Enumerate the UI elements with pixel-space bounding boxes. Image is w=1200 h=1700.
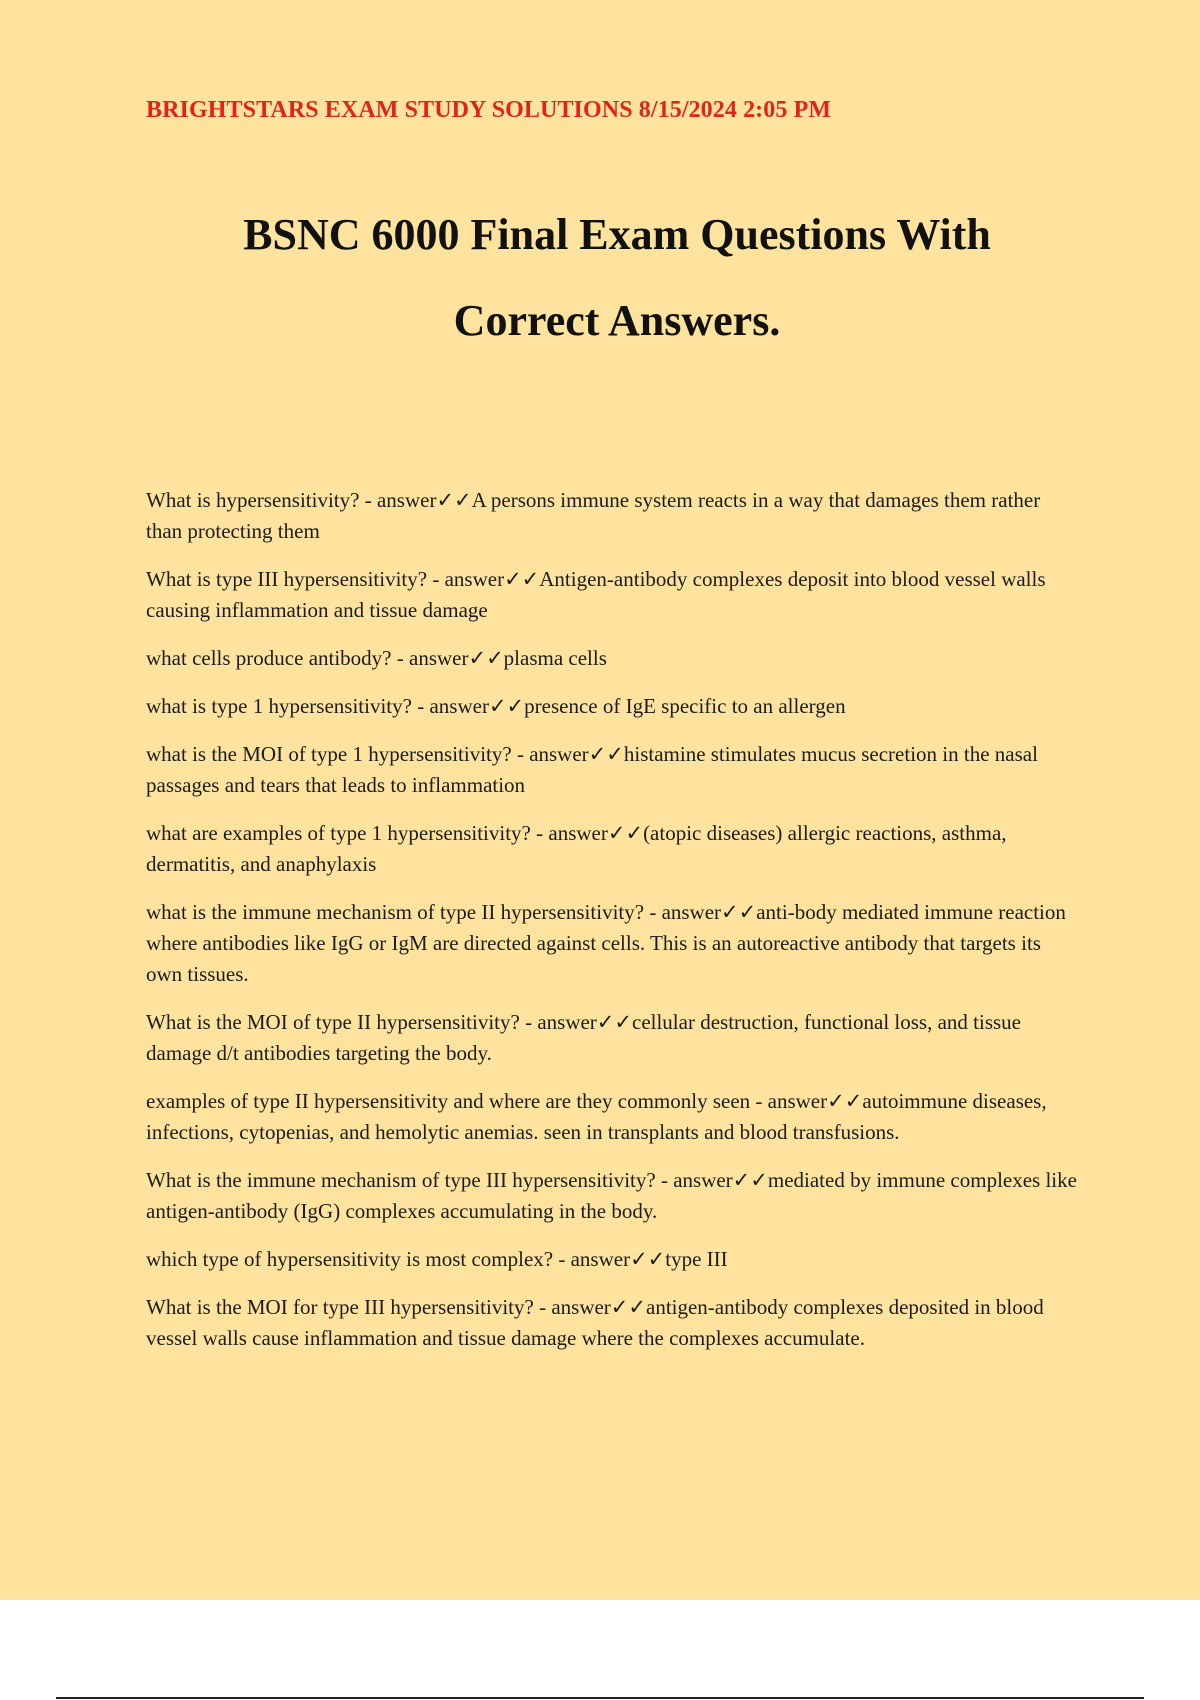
qa-question: What is the MOI of type II hypersensitivity? (146, 1010, 520, 1034)
qa-answer-prefix: answer✓✓ (537, 1010, 632, 1034)
header-stamp: BRIGHTSTARS EXAM STUDY SOLUTIONS 8/15/2024 2:05 PM (146, 97, 832, 123)
qa-answer-prefix: answer✓✓ (548, 821, 644, 845)
qa-item (146, 1165, 1081, 1227)
qa-separator (359, 488, 377, 512)
title-line-2: Correct Answers. (453, 296, 781, 345)
qa-item (146, 739, 1081, 801)
document-title (100, 192, 1134, 364)
qa-answer: A persons immune system reacts in a way that damages them rather than protecting them (146, 488, 1041, 543)
qa-item (146, 485, 1081, 547)
qa-question: What is type III hypersensitivity? (146, 567, 428, 591)
qa-question: what cells produce antibody? (146, 646, 392, 670)
qa-item (146, 1007, 1081, 1069)
qa-question: what are examples of type 1 hypersensitivity? (146, 821, 531, 845)
qa-answer-prefix: answer✓✓ (444, 567, 540, 591)
qa-answer: Antigen-antibody complexes deposit into blood vessel walls causing inflammation and tissue damage (146, 567, 1046, 622)
qa-answer: presence of IgE specific to an allergen (524, 694, 846, 718)
qa-question: what is the immune mechanism of type II hypersensitivity? (146, 900, 645, 924)
footer-divider (56, 1697, 1144, 1699)
qa-separator (520, 1010, 538, 1034)
qa-separator (656, 1168, 674, 1192)
qa-answer: antigen-antibody complexes deposited in blood vessel walls cause inflammation and tissue damage where the complexes accumulate. (146, 1295, 1044, 1350)
qa-separator (750, 1089, 768, 1113)
qa-item (146, 818, 1081, 880)
qa-answer-prefix: answer✓✓ (529, 742, 624, 766)
qa-answer: type III (665, 1247, 728, 1271)
qa-question: What is the immune mechanism of type III hypersensitivity? (146, 1168, 656, 1192)
qa-question: What is the MOI for type III hypersensitivity? (146, 1295, 534, 1319)
qa-separator (644, 900, 662, 924)
qa-answer-prefix: answer✓✓ (661, 900, 757, 924)
qa-answer: cellular destruction, functional loss, and tissue damage d/t antibodies targeting the body. (146, 1010, 1021, 1065)
qa-item (146, 1086, 1081, 1148)
qa-item (146, 1244, 1081, 1275)
qa-answer: mediated by immune complexes like antigen-antibody (IgG) complexes accumulating in the body. (146, 1168, 1077, 1223)
qa-separator (531, 821, 549, 845)
qa-question: which type of hypersensitivity is most complex? (146, 1247, 554, 1271)
qa-answer-prefix: answer✓✓ (570, 1247, 666, 1271)
qa-separator (412, 694, 430, 718)
qa-separator (553, 1247, 571, 1271)
qa-item (146, 691, 1081, 722)
qa-question: what is the MOI of type 1 hypersensitivity? (146, 742, 512, 766)
qa-separator (534, 1295, 552, 1319)
qa-question: What is hypersensitivity? (146, 488, 360, 512)
qa-answer: (atopic diseases) allergic reactions, asthma, dermatitis, and anaphylaxis (146, 821, 1007, 876)
qa-item (146, 564, 1081, 626)
qa-answer-prefix: answer✓✓ (409, 646, 504, 670)
qa-list (146, 485, 1081, 1371)
qa-separator (427, 567, 445, 591)
qa-item (146, 643, 1081, 674)
qa-answer-prefix: answer✓✓ (767, 1089, 863, 1113)
qa-question: examples of type II hypersensitivity and where are they commonly seen (146, 1089, 751, 1113)
title-line-1: BSNC 6000 Final Exam Questions With (243, 210, 991, 259)
qa-question: what is type 1 hypersensitivity? (146, 694, 412, 718)
qa-answer: plasma cells (503, 646, 607, 670)
qa-item (146, 1292, 1081, 1354)
qa-answer-prefix: answer✓✓ (551, 1295, 646, 1319)
qa-separator (392, 646, 410, 670)
qa-answer: histamine stimulates mucus secretion in the nasal passages and tears that leads to inflammation (146, 742, 1038, 797)
qa-answer-prefix: answer✓✓ (429, 694, 525, 718)
qa-item (146, 897, 1081, 990)
qa-answer-prefix: answer✓✓ (673, 1168, 768, 1192)
qa-answer-prefix: answer✓✓ (376, 488, 472, 512)
qa-separator (512, 742, 530, 766)
qa-answer: anti-body mediated immune reaction where antibodies like IgG or IgM are directed against cells. This is an autoreactive antibody that targets its own tissues. (146, 900, 1066, 986)
qa-answer: autoimmune diseases, infections, cytopenias, and hemolytic anemias. seen in transplants and blood transfusions. (146, 1089, 1047, 1144)
